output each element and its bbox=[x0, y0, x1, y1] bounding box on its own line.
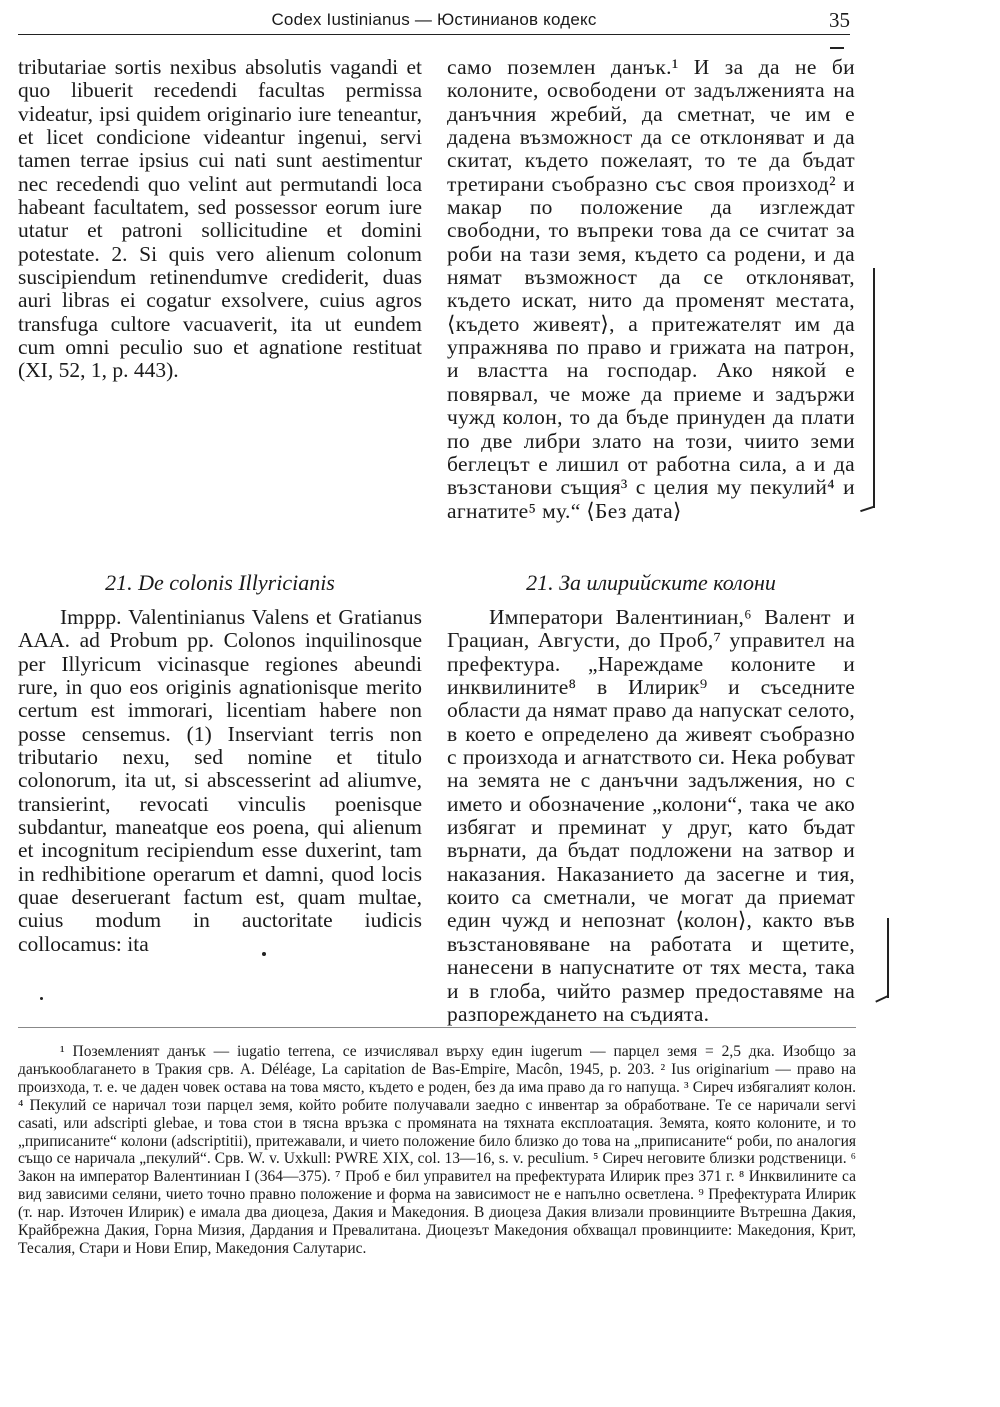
bulgarian-paragraph-continued: само поземлен данък.¹ И за да не би колоните, освободени от задълженията на данъчния жребий, да сметнат, че им е дадена възможност да се отклоняват и да скитат, където пожелаят, то те да бъдат третирани съобразно със своя произход² и макар по положение да изглеждат свободни, то въпреки това да се считат за роби на тази земя, където са родени, и да нямат възможност да се отклоняват, където искат, нито да променят местата, ⟨където живеят⟩, а притежателят им да упражнява по право и грижата на патрон, и властта на господар. Ако някой е повярвал, че може да приеме и задържи чужд колон, то да бъде принуден да плати по две либри злато на този, чиито земи беглецът е лишил от работна сила, а и да възстанови същия³ с целия му пекулий⁴ и агнатите⁵ му.“ ⟨Без дата⟩ bbox=[447, 55, 855, 523]
running-header bbox=[18, 6, 850, 35]
latin-section-heading: 21. De colonis Illyricianis bbox=[105, 570, 335, 595]
margin-pencil-mark bbox=[873, 268, 875, 508]
bulgarian-text-bottom bbox=[447, 606, 855, 1026]
margin-pencil-mark bbox=[875, 995, 887, 1002]
page-number: 35 bbox=[829, 8, 850, 32]
footnote-divider bbox=[18, 1027, 856, 1028]
header-title: Codex Iustinianus — Юстинианов кодекс bbox=[271, 10, 597, 29]
latin-text-top bbox=[18, 56, 422, 383]
margin-pencil-mark bbox=[887, 918, 889, 998]
margin-pencil-mark bbox=[860, 506, 874, 512]
footnotes bbox=[18, 1043, 856, 1258]
footnote-block: ¹ Поземленият данък — iugatio terrena, се изчислявал върху един iugerum — парцел земя = 2,5 дка. Изобщо за данъкооблагането в Тракия срв. A. Déléage, La capitation de Bas-Empire, Macôn, 1945, p. 203. ² Ius originarium — право на произхода, т. е. че даден човек остава на това място, където е роден, без да има право да го напуща. ³ Сиреч избягалият колон. ⁴ Пекулий се наричал този парцел земя, който робите получавали заедно с инвентар за обработване. Те се наричали servi casati, или adscripti glebae, и това стои в тясна връзка с промяната на тяхната експлоатация. Земята, която колоните, и то „приписаните“ колони (adscriptitii), притежавали, и чието положение било близко до това на „приписаните“ роби, по аналогия също се наричала „пекулий“. Срв. W. v. Uxkull: PWRE XIX, col. 13—16, s. v. peculium. ⁵ Сиреч неговите близки родственици. ⁶ Закон на император Валентиниан I (364—375). ⁷ Проб е бил управител на префектурата Илирик през 371 г. ⁸ Инквилините са вид зависими селяни, чието точно правно положение и форма на зависимост не е напълно осветлена. ⁹ Префектурата Илирик (т. нар. Източен Илирик) е имала два диоцеза, Дакия и Македония. В диоцеза Дакия влизали провинциите Вътрешна Дакия, Крайбрежна Дакия, Горна Мизия, Дардания и Превалитана. Диоцезът Македония обхващал провинциите: Македония, Крит, Тесалия, Стари и Нови Епир, Македония Салутарис. bbox=[18, 1043, 856, 1257]
margin-pencil-mark bbox=[830, 47, 844, 49]
bulgarian-text-top bbox=[447, 56, 855, 523]
latin-paragraph: Imppp. Valentinianus Valens et Gratianus AAA. ad Probum pp. Colonos inquilinosque per Illyricum vicinasque regiones abeundi rure, in quo eos originis agnationisque merito certum est immorari, licentiam habere non posse censemus. (1) Inserviant terris non tributario nexu, sed nomine et titulo colonorum, ita ut, si abscesserint ad aliumve, transierint, revocati vinculis poenisque subdantur, maneatque eos poena, qui alienum et incognitum recipiendum esse duxerint, tam in redhibitione operarum et damni, quod locis quae deseruerant factum est, quam multae, cuius modum in auctoritate iudicis collocamus: ita bbox=[18, 605, 422, 956]
bulgarian-paragraph: Императори Валентиниан,⁶ Валент и Грациан, Августи, до Проб,⁷ управител на префектура. „Нареждаме колоните и инквилините⁸ в Илирик⁹ и съседните области да нямат право да напускат селото, в което е определено да живеят съобразно с произхода и агнатството си. Нека робуват на земята не с данъчни задължения, но с името и обозначение „колони“, така че ако избягат и преминат у друг, като бъдат върнати, да бъдат подложени на затвор и наказания. Наказанието да засегне и тия, които са сметнали, че могат да приемат един чужд и непознат ⟨колон⟩, както във възстановяване на работата и щетите, нанесени в напуснатите от тях места, така и в глоба, чийто размер предоставяме на разпореждането на съдията. bbox=[447, 605, 855, 1026]
latin-paragraph-continued: tributariae sortis nexibus absolutis vagandi et quo libuerit recedendi facultas permissa videatur, ipsi quidem originario iure teneantur, et licet condicione videantur ingenui, servi tamen terrae ipsius cui nati sunt aestimentur nec recedendi quo velint aut permutandi loca habeant facultatem, sed possessor eorum iure utatur et patroni sollicitudine et domini potestate. 2. Si quis vero alienum colonum suscipiendum retinendumve crediderit, duas auri libras ei cogatur exsolvere, cuius agros transfuga cultore vacuaverit, ita ut eundem cum omni peculio suo et agnatione restituat (XI, 52, 1, p. 443). bbox=[18, 55, 422, 383]
ink-speck bbox=[40, 997, 43, 1000]
latin-text-bottom bbox=[18, 606, 422, 956]
bulgarian-section-heading: 21. За илирийските колони bbox=[526, 570, 776, 595]
ink-speck bbox=[262, 952, 266, 956]
